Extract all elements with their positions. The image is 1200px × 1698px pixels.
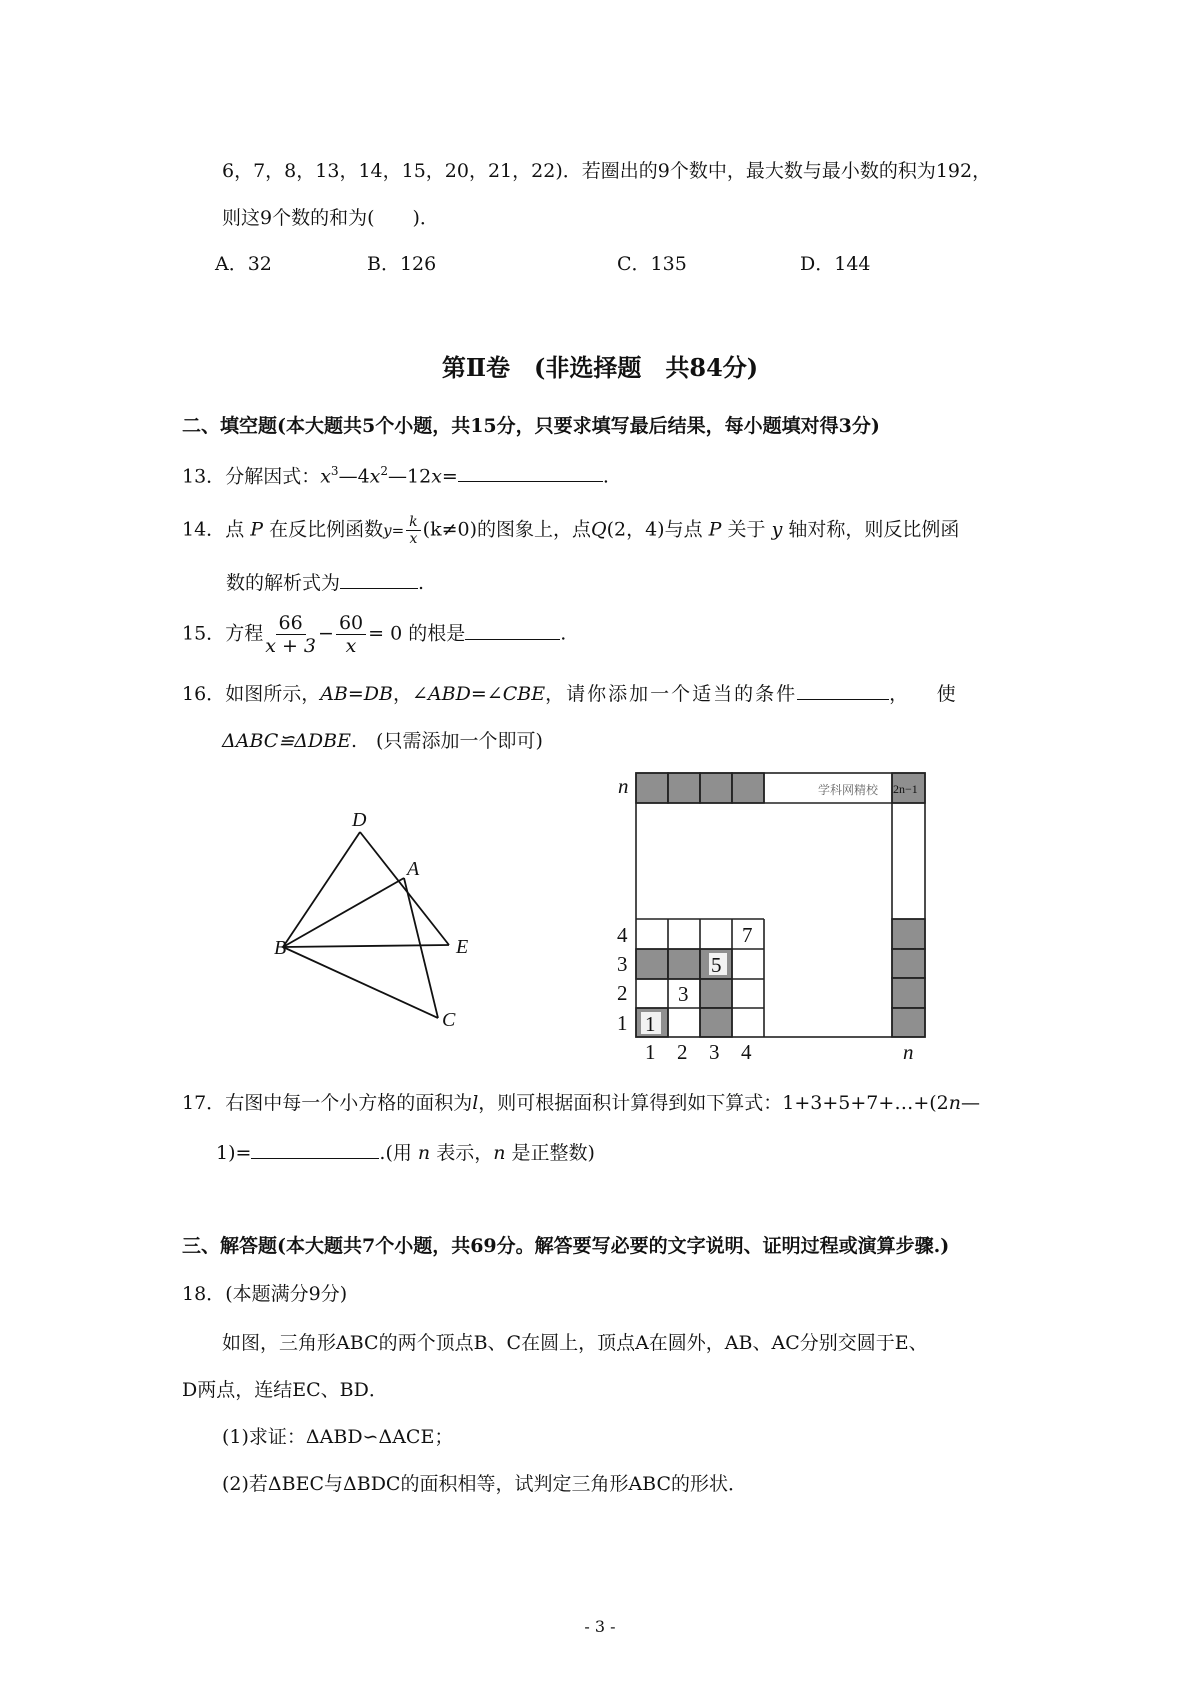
q17-text: —: [961, 1092, 980, 1114]
row-label: 3: [617, 952, 628, 976]
q14-text: (k≠0)的图象上，点: [422, 518, 592, 541]
q16-var: CBE: [502, 683, 546, 705]
segment-ac: [404, 878, 438, 1018]
q16-text: =∠: [470, 683, 503, 705]
question-17-line2: [216, 1140, 595, 1165]
segment-de: [360, 832, 449, 945]
q14-var: P: [708, 518, 722, 541]
q13-var: x: [320, 465, 331, 488]
cell-number: 3: [678, 982, 689, 1006]
grey-cell: [636, 773, 668, 803]
q16-var: ΔABC≌ΔDBE: [222, 730, 352, 752]
q18-sub2: (2)若ΔBEC与ΔBDC的面积相等，试判定三角形ABC的形状．: [222, 1473, 748, 1495]
q14-var: P: [250, 518, 264, 541]
segment-ba: [283, 878, 404, 947]
col-label: 1: [645, 1040, 656, 1064]
q12-option-c: C．135: [617, 253, 687, 275]
q13-text: =: [441, 465, 458, 488]
q17-text: 是正整数): [511, 1142, 595, 1164]
q14-text: =: [391, 521, 405, 540]
q15-text: −: [318, 622, 334, 645]
q17-text: 表示，: [436, 1142, 494, 1164]
grid-figure: [617, 773, 925, 1064]
grey-cell: [700, 773, 732, 803]
segment-bc: [283, 947, 438, 1018]
q17-answer-blank[interactable]: [251, 1140, 379, 1159]
q13-text: .: [602, 465, 609, 488]
section3-heading: 三、解答题(本大题共7个小题，共69分。解答要写必要的文字说明、证明过程或演算步骤.): [182, 1235, 950, 1257]
q12-option-a: A．32: [215, 253, 272, 275]
q13-exp: 3: [330, 464, 339, 478]
q13-text: 分解因式：: [225, 465, 321, 488]
q15-number: 15．: [182, 622, 226, 645]
q16-var: AB=DB: [320, 683, 394, 705]
q14-number: 14．: [182, 518, 226, 541]
q16-text: ，∠: [393, 683, 428, 705]
q16-text: ， 使: [889, 683, 956, 705]
row-label: 1: [617, 1011, 628, 1035]
q13-text: —12: [388, 465, 432, 488]
question-18: [182, 1282, 347, 1306]
q13-var: x: [431, 465, 442, 488]
q18-number: 18．: [182, 1283, 226, 1305]
q14-text: 数的解析式为: [226, 572, 341, 594]
col-label: 4: [741, 1040, 752, 1064]
q13-text: —4: [338, 465, 370, 488]
q15-text: = 0 的根是: [368, 622, 466, 645]
q16-var: ABD: [427, 683, 471, 705]
q15-numerator: 66: [276, 612, 306, 635]
grey-cell: [668, 773, 700, 803]
q12-line2: 则这9个数的和为( )．: [222, 207, 439, 229]
cell-number: 5: [711, 953, 722, 977]
col-label: 2: [677, 1040, 688, 1064]
q14-text: 点: [225, 518, 245, 541]
q18-score: (本题满分9分): [225, 1283, 348, 1305]
grid-corner-label: 2n−1: [893, 782, 918, 796]
q12-option-b: B．126: [367, 253, 437, 275]
grey-cell: [700, 1008, 732, 1037]
label-c: C: [442, 1009, 456, 1031]
grey-cell: [892, 1008, 925, 1037]
q17-text: 右图中每一个小方格的面积为: [225, 1092, 473, 1114]
label-a: A: [407, 858, 420, 880]
cell-number: 1: [645, 1012, 656, 1036]
q17-var: l: [472, 1092, 479, 1114]
q13-number: 13．: [182, 465, 226, 488]
q17-var: n: [493, 1142, 506, 1164]
label-b: B: [274, 937, 287, 959]
grey-cell: [892, 919, 925, 949]
q14-var: y: [383, 521, 392, 540]
grey-cell: [892, 949, 925, 978]
grey-cell: [636, 949, 668, 979]
row-label: 2: [617, 981, 628, 1005]
q16-text: . (只需添加一个即可): [351, 730, 543, 752]
label-d: D: [352, 809, 367, 831]
q16-text: 如图所示，: [225, 683, 321, 705]
q12-option-d: D．144: [800, 253, 871, 275]
segment-be: [283, 945, 449, 947]
grid-n-bottom: n: [903, 1040, 914, 1064]
q14-numerator: k: [406, 514, 420, 531]
q18-line1: 如图，三角形ABC的两个顶点B、C在圆上，顶点A在圆外，AB、AC分别交圆于E、: [222, 1332, 928, 1354]
label-e: E: [456, 936, 469, 958]
q15-text: .: [560, 622, 567, 645]
row-label: 4: [617, 923, 628, 947]
q16-number: 16．: [182, 683, 226, 705]
triangle-figure: [274, 809, 468, 1031]
q18-sub1: (1)求证：ΔABD∽ΔACE；: [222, 1426, 454, 1448]
q17-text: 1)=: [216, 1142, 252, 1164]
grey-cell: [700, 979, 732, 1008]
q17-var: n: [417, 1142, 431, 1164]
cell-number: 7: [742, 923, 753, 947]
q17-number: 17．: [182, 1092, 226, 1114]
q15-numerator: 60: [336, 612, 366, 635]
watermark: 学科网精校: [818, 783, 879, 797]
q14-var: Q: [591, 518, 607, 541]
q14-text: (2，4)与点: [606, 518, 703, 541]
q15-text: 方程: [225, 622, 264, 645]
q14-text: .: [418, 572, 425, 594]
q14-text: 轴对称，则反比例函: [788, 518, 960, 541]
q13-exp: 2: [380, 464, 389, 478]
grey-cell: [732, 773, 764, 803]
col-label: 3: [709, 1040, 720, 1064]
q14-text: 关于: [727, 518, 766, 541]
q18-line2: D两点，连结EC、BD．: [182, 1379, 388, 1401]
q13-var: x: [369, 465, 381, 488]
q16-text: ，请你添加一个适当的条件: [545, 683, 798, 705]
segment-db: [283, 832, 360, 947]
q14-denominator: x: [409, 531, 418, 547]
q17-var: n: [948, 1092, 961, 1114]
section2-heading: 二、填空题(本大题共5个小题，共15分，只要求填写最后结果，每小题填对得3分): [182, 415, 880, 437]
grey-cell: [668, 949, 700, 979]
q14-text: 在反比例函数: [269, 518, 384, 541]
grey-cell: [892, 978, 925, 1008]
q17-text: ，则可根据面积计算得到如下算式：1+3+5+7+…+(2: [478, 1092, 949, 1114]
page-number: - 3 -: [584, 1617, 616, 1636]
grid-n-left: n: [618, 774, 629, 798]
question-17: [182, 1091, 980, 1115]
q17-text: .(用: [379, 1142, 412, 1164]
part2-title: 第Ⅱ卷 (非选择题 共84分): [441, 353, 759, 382]
q12-line1: 6，7，8，13，14，15，20，21，22)．若圈出的9个数中，最大数与最小数的积为192，: [222, 160, 992, 182]
q15-denominator: x: [345, 635, 357, 657]
q14-var: y: [771, 518, 783, 541]
q15-denominator: x + 3: [265, 635, 317, 657]
